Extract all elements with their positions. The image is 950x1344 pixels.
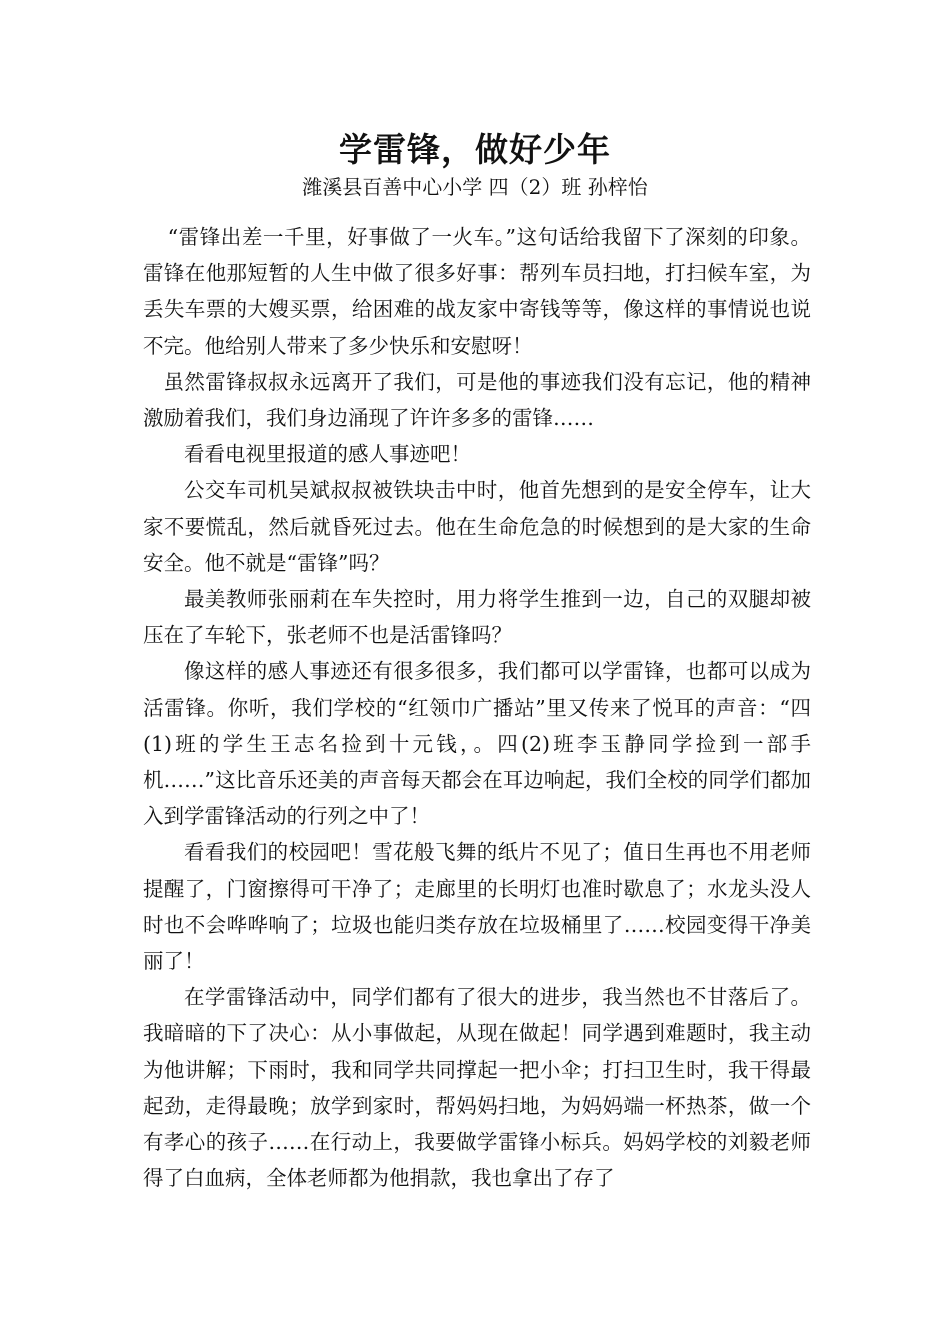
paragraph: “雷锋出差一千里，好事做了一火车。”这句话给我留下了深刻的印象。雷锋在他那短暂的人生中做了很多好事：帮列车员扫地，打扫候车室，为丢失车票的大嫂买票，给困难的战友家中寄钱等等，像这样的事情说也说不完。他给别人带来了多少快乐和安慰呀！ bbox=[143, 225, 811, 358]
paragraph: 在学雷锋活动中，同学们都有了很大的进步，我当然也不甘落后了。我暗暗的下了决心：从小事做起，从现在做起！同学遇到难题时，我主动为他讲解；下雨时，我和同学共同撑起一把小伞；打扫卫生时，我干得最起劲，走得最晚；放学到家时，帮妈妈扫地，为妈妈端一杯热茶，做一个有孝心的孩子……在行动上，我要做学雷锋小标兵。妈妈学校的刘毅老师得了白血病，全体老师都为他捐款，我也拿出了存了 bbox=[143, 985, 811, 1191]
paragraph: 像这样的感人事迹还有很多很多，我们都可以学雷锋，也都可以成为活雷锋。你听，我们学校的“红领巾广播站”里又传来了悦耳的声音：“四(1)班的学生王志名捡到十元钱，。四(2)班李玉静同学捡到一部手机……”这比音乐还美的声音每天都会在耳边响起，我们全校的同学们都加入到学雷锋活动的行列之中了！ bbox=[143, 659, 811, 829]
paragraph: 看看电视里报道的感人事迹吧！ bbox=[184, 442, 471, 467]
essay-title: 学雷锋，做好少年 bbox=[339, 130, 611, 169]
author-byline: 潍溪县百善中心小学 四（2）班 孙梓怡 bbox=[302, 175, 648, 199]
paragraph: 最美教师张丽莉在车失控时，用力将学生推到一边，自己的双腿却被压在了车轮下，张老师不也是活雷锋吗？ bbox=[143, 587, 811, 648]
paragraph: 虽然雷锋叔叔永远离开了我们，可是他的事迹我们没有忘记，他的精神激励着我们，我们身边涌现了许许多多的雷锋…… bbox=[143, 369, 811, 431]
paragraph: 公交车司机吴斌叔叔被铁块击中时，他首先想到的是安全停车，让大家不要慌乱，然后就昏死过去。他在生命危急的时候想到的是大家的生命安全。他不就是“雷锋”吗？ bbox=[143, 478, 811, 575]
essay-body bbox=[143, 219, 811, 1196]
paragraph: 看看我们的校园吧！雪花般飞舞的纸片不见了；值日生再也不用老师提醒了，门窗擦得可干净了；走廊里的长明灯也准时歇息了；水龙头没人时也不会哗哗响了；垃圾也能归类存放在垃圾桶里了……校园变得干净美丽了！ bbox=[143, 840, 811, 974]
